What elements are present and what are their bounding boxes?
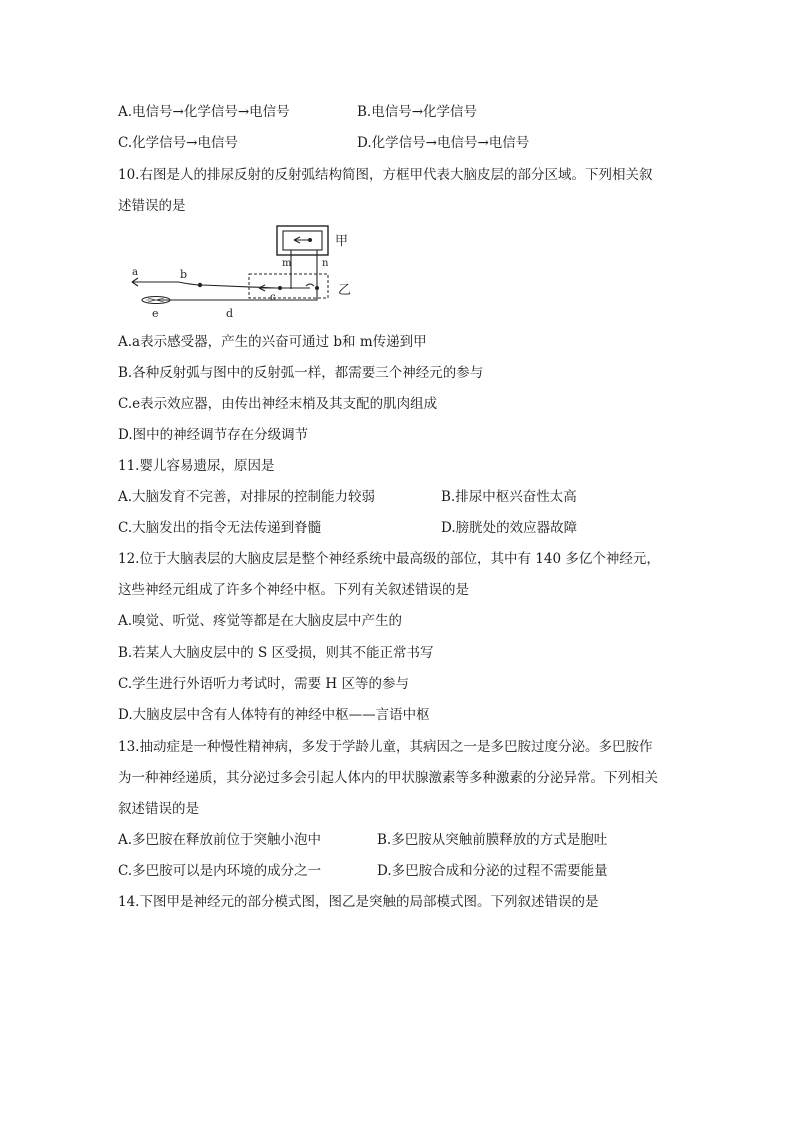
label-a: a (132, 267, 138, 278)
q12-option-d: D.大脑皮层中含有人体特有的神经中枢——言语中枢 (118, 707, 430, 723)
q13-option-b: B.多巴胺从突触前膜释放的方式是胞吐 (377, 832, 608, 848)
label-m: m (282, 258, 292, 269)
q12-stem-line2: 这些神经元组成了许多个神经中枢。下列有关叙述错误的是 (118, 582, 469, 598)
q10-option-c: C.e表示效应器，由传出神经末梢及其支配的肌肉组成 (118, 396, 438, 412)
label-n: n (322, 258, 329, 269)
q14-stem: 14.下图甲是神经元的部分模式图，图乙是突触的局部模式图。下列叙述错误的是 (118, 894, 599, 910)
q13-option-a: A.多巴胺在释放前位于突触小泡中 (118, 832, 322, 848)
q12-option-c: C.学生进行外语听力考试时，需要 H 区等的参与 (118, 676, 409, 692)
q11-option-c: C.大脑发出的指令无法传递到脊髓 (118, 520, 322, 536)
q9-option-b: B.电信号→化学信号 (357, 104, 478, 120)
label-jia: 甲 (335, 234, 349, 249)
q9-option-a: A.电信号→化学信号→电信号 (118, 104, 290, 120)
label-d: d (226, 307, 234, 320)
q12-option-a: A.嗅觉、听觉、疼觉等都是在大脑皮层中产生的 (118, 613, 403, 629)
q13-stem-line2: 为一种神经递质，其分泌过多会引起人体内的甲状腺激素等多种激素的分泌异常。下列相关 (118, 770, 658, 786)
q10-option-d: D.图中的神经调节存在分级调节 (118, 427, 309, 443)
q10-option-a: A.a表示感受器，产生的兴奋可通过 b和 m传递到甲 (118, 334, 427, 350)
q11-option-a: A.大脑发育不完善，对排尿的控制能力较弱 (118, 489, 376, 505)
q12-stem-line1: 12.位于大脑表层的大脑皮层是整个神经系统中最高级的部位，其中有 140 多亿个神经元， (118, 551, 660, 567)
label-b: b (180, 268, 188, 281)
q12-option-b: B.若某人大脑皮层中的 S 区受损，则其不能正常书写 (118, 645, 434, 661)
label-e: e (152, 307, 159, 320)
spinal-cord-box (249, 274, 328, 298)
label-c: c (270, 292, 276, 303)
q13-option-c: C.多巴胺可以是内环境的成分之一 (118, 863, 322, 879)
label-yi: 乙 (338, 283, 352, 298)
q11-option-d: D.膀胱处的效应器故障 (441, 520, 578, 536)
q11-option-b: B.排尿中枢兴奋性太高 (441, 489, 577, 505)
q11-stem: 11.婴儿容易遗尿，原因是 (118, 458, 275, 474)
q10-option-b: B.各种反射弧与图中的反射弧一样，都需要三个神经元的参与 (118, 365, 484, 381)
reflex-arc-diagram (118, 222, 363, 322)
q9-option-c: C.化学信号→电信号 (118, 135, 238, 151)
q10-stem-line2: 述错误的是 (118, 198, 186, 214)
q9-option-d: D.化学信号→电信号→电信号 (357, 135, 530, 151)
q13-stem-line3: 叙述错误的是 (118, 801, 199, 817)
q13-option-d: D.多巴胺合成和分泌的过程不需要能量 (377, 863, 608, 879)
q13-stem-line1: 13.抽动症是一种慢性精神病，多发于学龄儿童，其病因之一是多巴胺过度分泌。多巴胺作 (118, 739, 653, 755)
q10-stem-line1: 10.右图是人的排尿反射的反射弧结构简图，方框甲代表大脑皮层的部分区域。下列相关叙 (118, 167, 653, 183)
